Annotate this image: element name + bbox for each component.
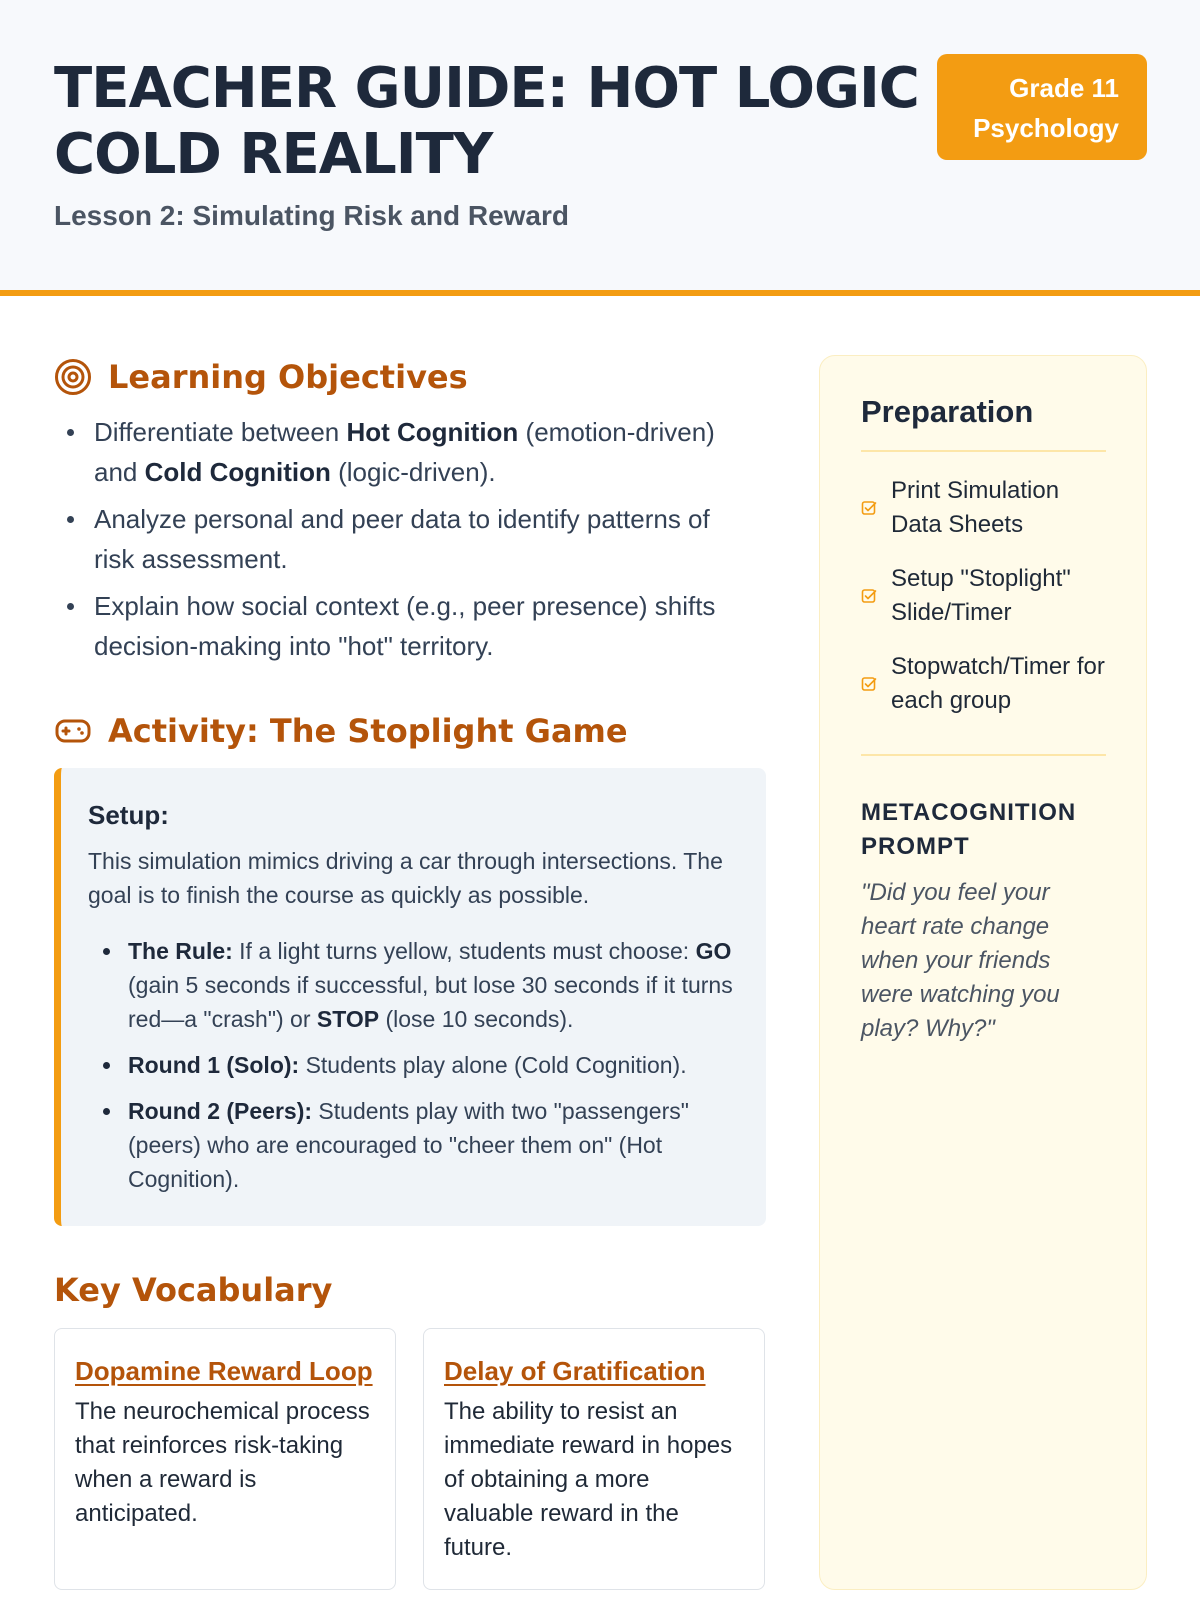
preparation-title: Preparation	[861, 392, 1106, 452]
gamepad-icon	[54, 712, 92, 750]
prep-item	[861, 562, 1106, 630]
list-item: Differentiate between Hot Cognition (emotion-driven) and Cold Cognition (logic-driven).	[94, 412, 754, 492]
page-title: TEACHER GUIDE: HOT LOGIC COLD REALITY	[54, 56, 919, 187]
objectives-heading	[54, 357, 468, 397]
vocab-definition: The neurochemical process that reinforces risk-taking when a reward is anticipated.	[75, 1398, 370, 1527]
prep-item	[861, 474, 1106, 542]
activity-heading	[54, 711, 628, 751]
grade-badge-subject: Psychology	[973, 113, 1119, 143]
prep-item	[861, 650, 1106, 718]
page-header	[0, 0, 1200, 296]
grade-badge-grade: Grade 11	[1009, 73, 1119, 103]
list-item: The Rule: If a light turns yellow, students must choose: GO (gain 5 seconds if successful, but lose 30 seconds if it turns red—a "crash") or STOP (lose 10 seconds).	[128, 934, 738, 1036]
target-icon	[54, 358, 92, 396]
sidebar-divider	[861, 754, 1106, 756]
objectives-list	[54, 412, 754, 673]
setup-text: This simulation mimics driving a car through intersections. The goal is to finish the course as quickly as possible.	[88, 848, 723, 908]
prep-item-label: Print Simulation Data Sheets	[891, 477, 1060, 538]
preparation-sidebar	[819, 355, 1147, 1590]
checkbox-icon	[861, 588, 877, 604]
checkbox-icon	[861, 676, 877, 692]
vocabulary-heading	[54, 1270, 332, 1310]
activity-heading-text: Activity: The Stoplight Game	[108, 712, 628, 750]
prep-item-label: Stopwatch/Timer for each group	[891, 653, 1105, 714]
activity-card	[54, 768, 766, 1226]
vocab-term[interactable]: Dopamine Reward Loop	[75, 1356, 373, 1386]
vocab-term[interactable]: Delay of Gratification	[444, 1356, 706, 1386]
vocab-definition: The ability to resist an immediate reward in hopes of obtaining a more valuable reward in the future.	[444, 1398, 733, 1561]
vocab-card	[423, 1328, 765, 1590]
metacognition-quote: "Did you feel your heart rate change when your friends were watching you play? Why?"	[861, 879, 1060, 1042]
grade-badge	[937, 54, 1147, 160]
list-item: Explain how social context (e.g., peer presence) shifts decision-making into "hot" territory.	[94, 586, 754, 666]
vocab-card	[54, 1328, 396, 1590]
list-item: Round 2 (Peers): Students play with two "passengers" (peers) who are encouraged to "cheer them on" (Hot Cognition).	[128, 1094, 738, 1196]
lesson-subtitle: Lesson 2: Simulating Risk and Reward	[54, 200, 570, 231]
preparation-list	[861, 474, 1106, 718]
vocabulary-heading-text: Key Vocabulary	[54, 1271, 333, 1309]
list-item: Analyze personal and peer data to identify patterns of risk assessment.	[94, 499, 754, 579]
setup-label: Setup:	[88, 800, 169, 830]
list-item: Round 1 (Solo): Students play alone (Cold Cognition).	[128, 1048, 738, 1082]
metacognition-title: METACOGNITION PROMPT	[861, 799, 1077, 860]
checkbox-icon	[861, 500, 877, 516]
activity-rules-list	[88, 934, 738, 1196]
prep-item-label: Setup "Stoplight" Slide/Timer	[891, 565, 1071, 626]
objectives-heading-text: Learning Objectives	[108, 358, 468, 396]
